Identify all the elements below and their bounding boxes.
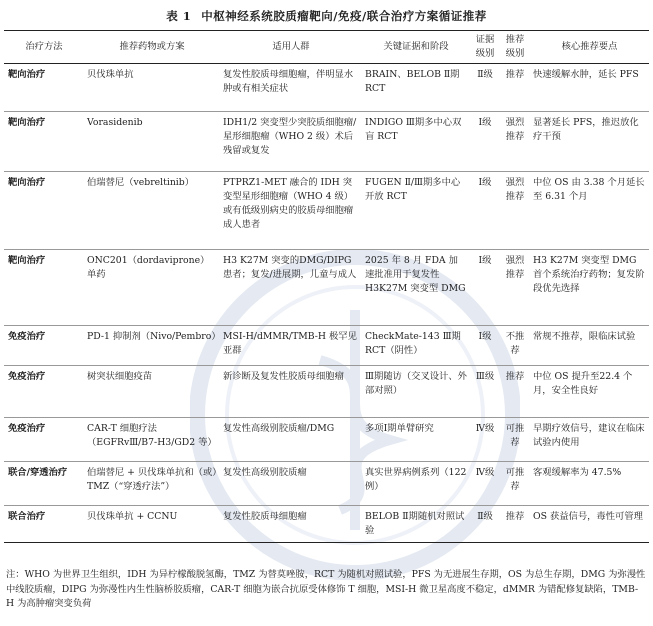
cell-method: 联合/穿透治疗 bbox=[8, 467, 68, 478]
cell-grade: 推荐 bbox=[505, 371, 525, 382]
cell-evidence: CheckMate-143 Ⅲ期 RCT（阴性） bbox=[365, 331, 461, 356]
cell-population: 新诊断及复发性胶质母细胞瘤 bbox=[223, 371, 344, 382]
cell-drug: 伯瑞替尼（vebreltinib） bbox=[87, 177, 195, 188]
table-row bbox=[4, 172, 649, 250]
cell-level: Ⅱ级 bbox=[477, 511, 493, 522]
cell-level: Ⅰ级 bbox=[478, 177, 492, 188]
cell-population: 复发性高级别胶质瘤 bbox=[223, 467, 307, 478]
cell-points: 快速缓解水肿，延长 PFS bbox=[533, 69, 639, 80]
table-row bbox=[4, 418, 649, 462]
table-header-row bbox=[4, 31, 649, 64]
cell-grade: 可推荐 bbox=[505, 423, 525, 448]
table-row bbox=[4, 250, 649, 326]
cell-grade: 强烈推荐 bbox=[505, 255, 525, 280]
cell-drug: PD-1 抑制剂（Nivo/Pembro） bbox=[87, 331, 221, 342]
cell-drug: 伯瑞替尼 + 贝伐珠单抗和（或）TMZ（“穿透疗法”） bbox=[87, 467, 217, 492]
cell-evidence: 2025 年 8 月 FDA 加速批准用于复发性 H3K27M 突变型 DMG bbox=[365, 255, 466, 294]
cell-population: PTPRZ1-MET 融合的 IDH 突变型星形细胞瘤（WHO 4 级）或有低级别病史的胶质母细胞瘤成人患者 bbox=[223, 177, 354, 230]
cell-method: 靶向治疗 bbox=[8, 255, 46, 266]
cell-population: IDH1/2 突变型少突胶质细胞瘤/星形细胞瘤（WHO 2 级）术后残留或复发 bbox=[223, 117, 357, 156]
header-evidence: 关键证据和阶段 bbox=[383, 41, 449, 52]
cell-evidence: BRAIN、BELOB Ⅱ期 RCT bbox=[365, 69, 460, 94]
table-footnote: 注：WHO 为世界卫生组织，IDH 为异柠檬酸脱氢酶，TMZ 为替莫唑胺，RCT 为随机对照试验，PFS 为无进展生存期，OS 为总生存期，DMG 为弥漫性中线胶质瘤，DIPG 为弥漫性内生性脑桥胶质瘤，CAR-T 细胞为嵌合抗原受体修饰 T 细胞，MSI-H 微卫星高度不稳定，dMMR 为错配修复缺陷，TMB-H 为高肿瘤突变负荷 bbox=[6, 569, 646, 609]
header-recommendation-grade: 推荐级别 bbox=[505, 34, 525, 59]
header-population: 适用人群 bbox=[272, 41, 310, 52]
cell-method: 靶向治疗 bbox=[8, 117, 46, 128]
cell-level: Ⅰ级 bbox=[478, 117, 492, 128]
table-caption: 中枢神经系统胶质瘤靶向/免疫/联合治疗方案循证推荐 bbox=[201, 9, 487, 23]
cell-evidence: INDIGO Ⅲ期多中心双盲 RCT bbox=[365, 117, 462, 142]
header-method: 治疗方法 bbox=[25, 41, 63, 52]
cell-grade: 强烈推荐 bbox=[505, 177, 525, 202]
cell-level: Ⅰ级 bbox=[478, 255, 492, 266]
cell-drug: CAR-T 细胞疗法（EGFRvⅢ/B7-H3/GD2 等） bbox=[87, 423, 217, 448]
table-title bbox=[0, 8, 653, 24]
cell-evidence: Ⅲ期随访（交叉设计、外部对照） bbox=[365, 371, 467, 396]
cell-level: Ⅲ级 bbox=[475, 371, 495, 382]
header-drug: 推荐药物或方案 bbox=[119, 41, 185, 52]
cell-grade: 强烈推荐 bbox=[505, 117, 525, 142]
table-row bbox=[4, 326, 649, 366]
cell-points: 显著延长 PFS，推迟放化疗干预 bbox=[533, 117, 639, 142]
cell-population: H3 K27M 突变的DMG/DIPG 患者；复发/进展期，儿童与成人 bbox=[223, 255, 357, 280]
table-row bbox=[4, 462, 649, 506]
cell-level: Ⅳ级 bbox=[475, 467, 495, 478]
cell-population: 复发性胶质母细胞瘤，伴明显水肿或有相关症状 bbox=[223, 69, 354, 94]
cell-points: 常规不推荐，限临床试验 bbox=[533, 331, 636, 342]
cell-method: 靶向治疗 bbox=[8, 69, 46, 80]
cell-drug: Vorasidenib bbox=[87, 117, 143, 128]
cell-drug: 贝伐珠单抗 bbox=[87, 69, 134, 80]
cell-grade: 不推荐 bbox=[505, 331, 525, 356]
header-evidence-level: 证据级别 bbox=[475, 34, 495, 59]
table-row bbox=[4, 64, 649, 112]
cell-population: 复发性胶质母细胞瘤 bbox=[223, 511, 307, 522]
cell-method: 靶向治疗 bbox=[8, 177, 46, 188]
cell-population: 复发性高级别胶质瘤/DMG bbox=[223, 423, 335, 434]
table-row bbox=[4, 112, 649, 172]
cell-grade: 推荐 bbox=[505, 511, 525, 522]
cell-grade: 可推荐 bbox=[505, 467, 525, 492]
cell-drug: 树突状细胞疫苗 bbox=[87, 371, 153, 382]
table-number: 表 1 bbox=[166, 9, 192, 23]
cell-points: 客观缓解率为 47.5% bbox=[533, 467, 622, 478]
cell-method: 免疫治疗 bbox=[8, 423, 46, 434]
cell-method: 免疫治疗 bbox=[8, 371, 46, 382]
cell-points: OS 获益信号，毒性可管理 bbox=[533, 511, 643, 522]
cell-points: H3 K27M 突变型 DMG 首个系统治疗药物；复发阶段优先选择 bbox=[533, 255, 645, 294]
cell-level: Ⅱ级 bbox=[477, 69, 493, 80]
recommendation-table bbox=[4, 30, 649, 543]
cell-level: Ⅳ级 bbox=[475, 423, 495, 434]
cell-grade: 推荐 bbox=[505, 69, 525, 80]
cell-method: 联合治疗 bbox=[8, 511, 46, 522]
cell-method: 免疫治疗 bbox=[8, 331, 46, 342]
cell-evidence: 真实世界病例系列（122 例） bbox=[365, 467, 467, 492]
cell-level: Ⅰ级 bbox=[478, 331, 492, 342]
cell-points: 中位 OS 由 3.38 个月延长至 6.31 个月 bbox=[533, 177, 645, 202]
header-key-points: 核心推荐要点 bbox=[561, 41, 618, 52]
cell-points: 早期疗效信号，建议在临床试验内使用 bbox=[533, 423, 645, 448]
cell-drug: 贝伐珠单抗 + CCNU bbox=[87, 511, 178, 522]
cell-drug: ONC201（dordaviprone）单药 bbox=[87, 255, 210, 280]
cell-population: MSI-H/dMMR/TMB-H 极罕见亚群 bbox=[223, 331, 357, 356]
cell-evidence: BELOB Ⅱ期随机对照试验 bbox=[365, 511, 465, 536]
cell-evidence: FUGEN Ⅱ/Ⅲ期多中心开放 RCT bbox=[365, 177, 461, 202]
cell-evidence: 多项Ⅰ期单臂研究 bbox=[365, 423, 434, 434]
cell-points: 中位 OS 提升至22.4 个月，安全性良好 bbox=[533, 371, 633, 396]
table-row bbox=[4, 366, 649, 418]
table-row bbox=[4, 506, 649, 543]
